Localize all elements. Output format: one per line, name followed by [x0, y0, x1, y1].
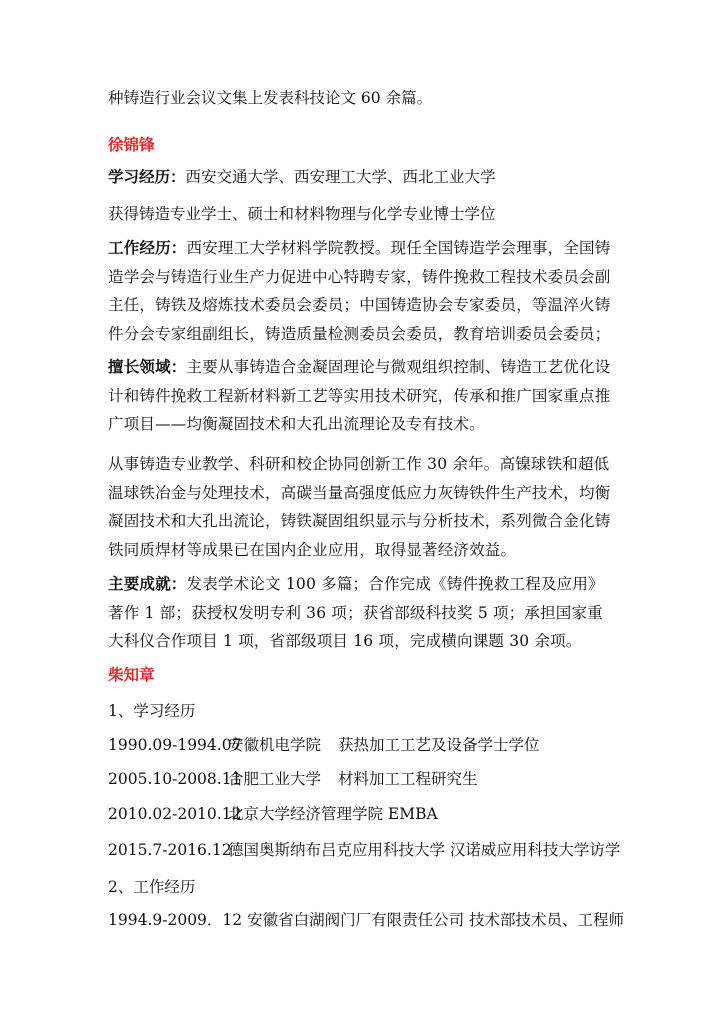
chai-edu-row: [108, 800, 438, 829]
chai-work-row: 1994.9-2009．12 安徽省白湖阀门厂有限责任公司 技术部技术员、工程师: [108, 911, 624, 929]
xu-field-label: 擅长领域：: [108, 357, 187, 376]
chai-edu-period: 1990.09-1994.07: [108, 736, 242, 754]
chai-edu-org: 合肥工业大学: [228, 770, 322, 788]
chai-edu-row: [108, 836, 620, 865]
xu-work-text: 西安理工大学材料学院教授。现任全国铸造学会理事，全国铸造学会与铸造行业生产力促进中心特聘专家，铸件挽救工程技术委员会副主任，铸铁及熔炼技术委员会委员；中国铸造协会专家委员，等温淬火铸件分会专家组副组长，铸造质量检测委员会委员，教育培训委员会委员；: [108, 239, 611, 343]
chai-edu-row: [108, 731, 540, 760]
chai-education-heading: 1、学习经历: [108, 702, 196, 720]
person-name-chai: 柴知章: [108, 665, 155, 684]
person-name-xu: 徐锦锋: [108, 135, 155, 154]
chai-work-heading: 2、工作经历: [108, 878, 196, 896]
xu-field-text: 主要从事铸造合金凝固理论与微观组织控制、铸造工艺优化设计和铸件挽救工程新材料新工艺等实用技术研究，传承和推广国家重点推广项目——均衡凝固技术和大孔出流理论及专有技术。: [108, 358, 611, 433]
chai-edu-detail: 获热加工工艺及设备学士学位: [338, 736, 540, 754]
xu-achieve-text: 发表学术论文 100 多篇；合作完成《铸件挽救工程及应用》著作 1 部；获授权发明专利 36 项；获省部级科技奖 5 项；承担国家重大科仪合作项目 1 项，省部级项目 16 项，完成横向课题 30 余项。: [108, 575, 604, 650]
xu-achieve-label: 主要成就：: [108, 574, 187, 593]
chai-edu-detail: 材料加工工程研究生: [338, 770, 478, 788]
xu-work-paragraph: [108, 234, 618, 348]
xu-education-text: 西安交通大学、西安理工大学、西北工业大学: [185, 168, 496, 186]
xu-education-label: 学习经历：: [108, 167, 186, 186]
xu-education: [108, 163, 496, 192]
xu-career-paragraph: 从事铸造专业教学、科研和校企协同创新工作 30 余年。高镍球铁和超低温球铁冶金与处理技术，高碳当量高强度低应力灰铸铁件生产技术，均衡凝固技术和大孔出流论，铸铁凝固组织显示与分析技术，系列微合金化铸铁同质焊材等成果已在国内企业应用，取得显著经济效益。: [108, 455, 611, 559]
xu-field-paragraph: [108, 353, 618, 439]
chai-edu-row: [108, 765, 478, 794]
chai-edu-period: 2010.02-2010.12: [108, 805, 242, 823]
chai-edu-org: 北京大学经济管理学院 EMBA: [228, 805, 438, 823]
chai-edu-org: 安徽机电学院: [228, 736, 322, 754]
chai-edu-org: 德国奥斯纳布吕克应用科技大学 汉诺威应用科技大学访学: [228, 841, 621, 859]
chai-edu-period: 2015.7-2016.12: [108, 841, 232, 859]
xu-work-label: 工作经历：: [108, 238, 187, 257]
xu-degrees: 获得铸造专业学士、硕士和材料物理与化学专业博士学位: [108, 205, 496, 223]
intro-paragraph-tail: 种铸造行业会议文集上发表科技论文 60 余篇。: [108, 89, 433, 107]
xu-achieve-paragraph: [108, 570, 618, 656]
chai-edu-period: 2005.10-2008.11: [108, 770, 242, 788]
